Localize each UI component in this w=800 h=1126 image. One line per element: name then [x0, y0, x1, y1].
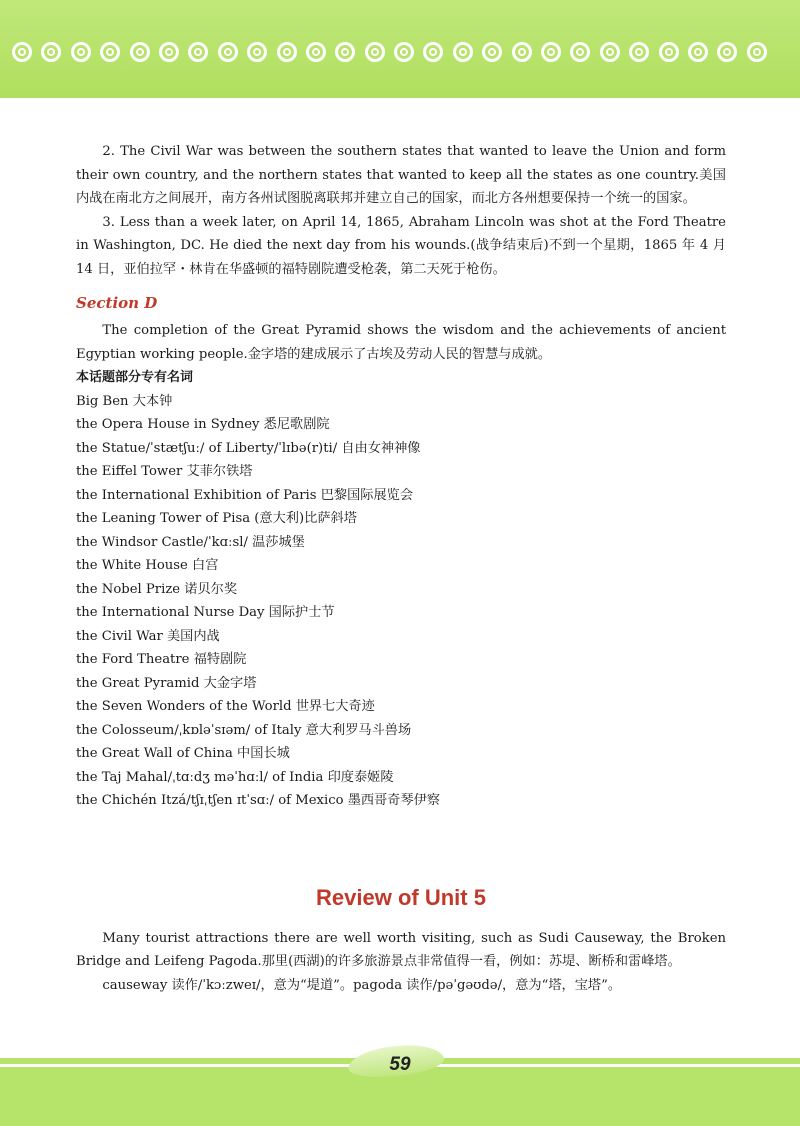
- ring-icon: [659, 42, 679, 62]
- ring-icon: [747, 42, 767, 62]
- ring-icon: [629, 42, 649, 62]
- ring-icon: [512, 42, 532, 62]
- ring-icon: [188, 42, 208, 62]
- ring-icon: [306, 42, 326, 62]
- proper-noun-list: [76, 390, 726, 813]
- list-item: the Great Wall of China 中国长城: [76, 746, 290, 761]
- review-title: Review of Unit 5: [316, 884, 486, 910]
- ring-icon: [130, 42, 150, 62]
- ring-icon: [394, 42, 414, 62]
- list-item: the International Nurse Day 国际护士节: [76, 605, 335, 620]
- list-item: the Seven Wonders of the World 世界七大奇迹: [76, 699, 375, 714]
- list-item: the Great Pyramid 大金字塔: [76, 675, 257, 691]
- ring-icon: [41, 42, 61, 62]
- ring-icon: [570, 42, 590, 62]
- ring-icon: [482, 42, 502, 62]
- terms-heading: 本话题部分专有名词: [76, 370, 194, 385]
- paragraph-civil-war: 2. The Civil War was between the southern states that wanted to leave the Union and form their own country, and the northern states that wanted to keep all the states as one country.美国内战在南北方之间展开，南方各州试图脱离联邦并建立自己的国家，而北方各州想要保持一个统一的国家。: [76, 144, 726, 206]
- paragraph-pyramid: The completion of the Great Pyramid shows the wisdom and the achievements of ancient Egyptian working people.金字塔的建成展示了古埃及劳动人民的智慧与成就。: [76, 323, 726, 362]
- list-item: the Ford Theatre 福特剧院: [76, 652, 247, 667]
- decorative-rings: [12, 42, 800, 70]
- list-item: the International Exhibition of Paris 巴黎国际展览会: [76, 487, 414, 503]
- list-item: the Chichén Itzá/tʃɪˌtʃen ɪtˈsɑː/ of Mexico 墨西哥奇琴伊察: [76, 793, 441, 808]
- ring-icon: [100, 42, 120, 62]
- list-item: the Statue/ˈstætʃuː/ of Liberty/ˈlɪbə(r)ti/ 自由女神神像: [76, 440, 421, 456]
- ring-icon: [218, 42, 238, 62]
- page-number: 59: [389, 1054, 411, 1075]
- list-item: Big Ben 大本钟: [76, 393, 173, 409]
- list-item: the Windsor Castle/ˈkɑːsl/ 温莎城堡: [76, 534, 305, 550]
- ring-icon: [453, 42, 473, 62]
- ring-icon: [541, 42, 561, 62]
- ring-icon: [423, 42, 443, 62]
- paragraph-lincoln: 3. Less than a week later, on April 14, 1865, Abraham Lincoln was shot at the Ford Theatre in Washington, DC. He died the next day from his wounds.(战争结束后)不到一个星期，1865 年 4 月 14 日，亚伯拉罕・林肯在华盛顿的福特剧院遭受枪袭，第二天死于枪伤。: [76, 214, 726, 277]
- list-item: the Opera House in Sydney 悉尼歌剧院: [76, 417, 330, 432]
- ring-icon: [277, 42, 297, 62]
- ring-icon: [12, 42, 32, 62]
- section-d-title: Section D: [76, 294, 158, 312]
- page-content: [76, 140, 726, 997]
- list-item: the Nobel Prize 诺贝尔奖: [76, 581, 238, 597]
- page-number-badge: [340, 1040, 460, 1090]
- list-item: the Civil War 美国内战: [76, 628, 220, 644]
- header-band: [0, 0, 800, 102]
- ring-icon: [365, 42, 385, 62]
- paragraph-west-lake: Many tourist attractions there are well worth visiting, such as Sudi Causeway, the Broken Bridge and Leifeng Pagoda.那里(西湖)的许多旅游景点非常值得一看，例如：苏堤、断桥和雷峰塔。: [76, 930, 726, 969]
- ring-icon: [247, 42, 267, 62]
- ring-icon: [335, 42, 355, 62]
- ring-icon: [600, 42, 620, 62]
- list-item: the Eiffel Tower 艾菲尔铁塔: [76, 464, 253, 479]
- ring-icon: [717, 42, 737, 62]
- list-item: the White House 白宫: [76, 558, 219, 573]
- list-item: the Taj Mahal/ˌtɑːdʒ məˈhɑːl/ of India 印度泰姬陵: [76, 769, 394, 785]
- list-item: the Leaning Tower of Pisa (意大利)比萨斜塔: [76, 511, 357, 526]
- list-item: the Colosseum/ˌkɒləˈsɪəm/ of Italy 意大利罗马斗兽场: [76, 722, 412, 738]
- ring-icon: [71, 42, 91, 62]
- ring-icon: [688, 42, 708, 62]
- paragraph-pronunciation: causeway 读作/ˈkɔːzweɪ/，意为“堤道”。pagoda 读作/pəˈgəʊdə/，意为“塔，宝塔”。: [102, 977, 622, 993]
- ring-icon: [159, 42, 179, 62]
